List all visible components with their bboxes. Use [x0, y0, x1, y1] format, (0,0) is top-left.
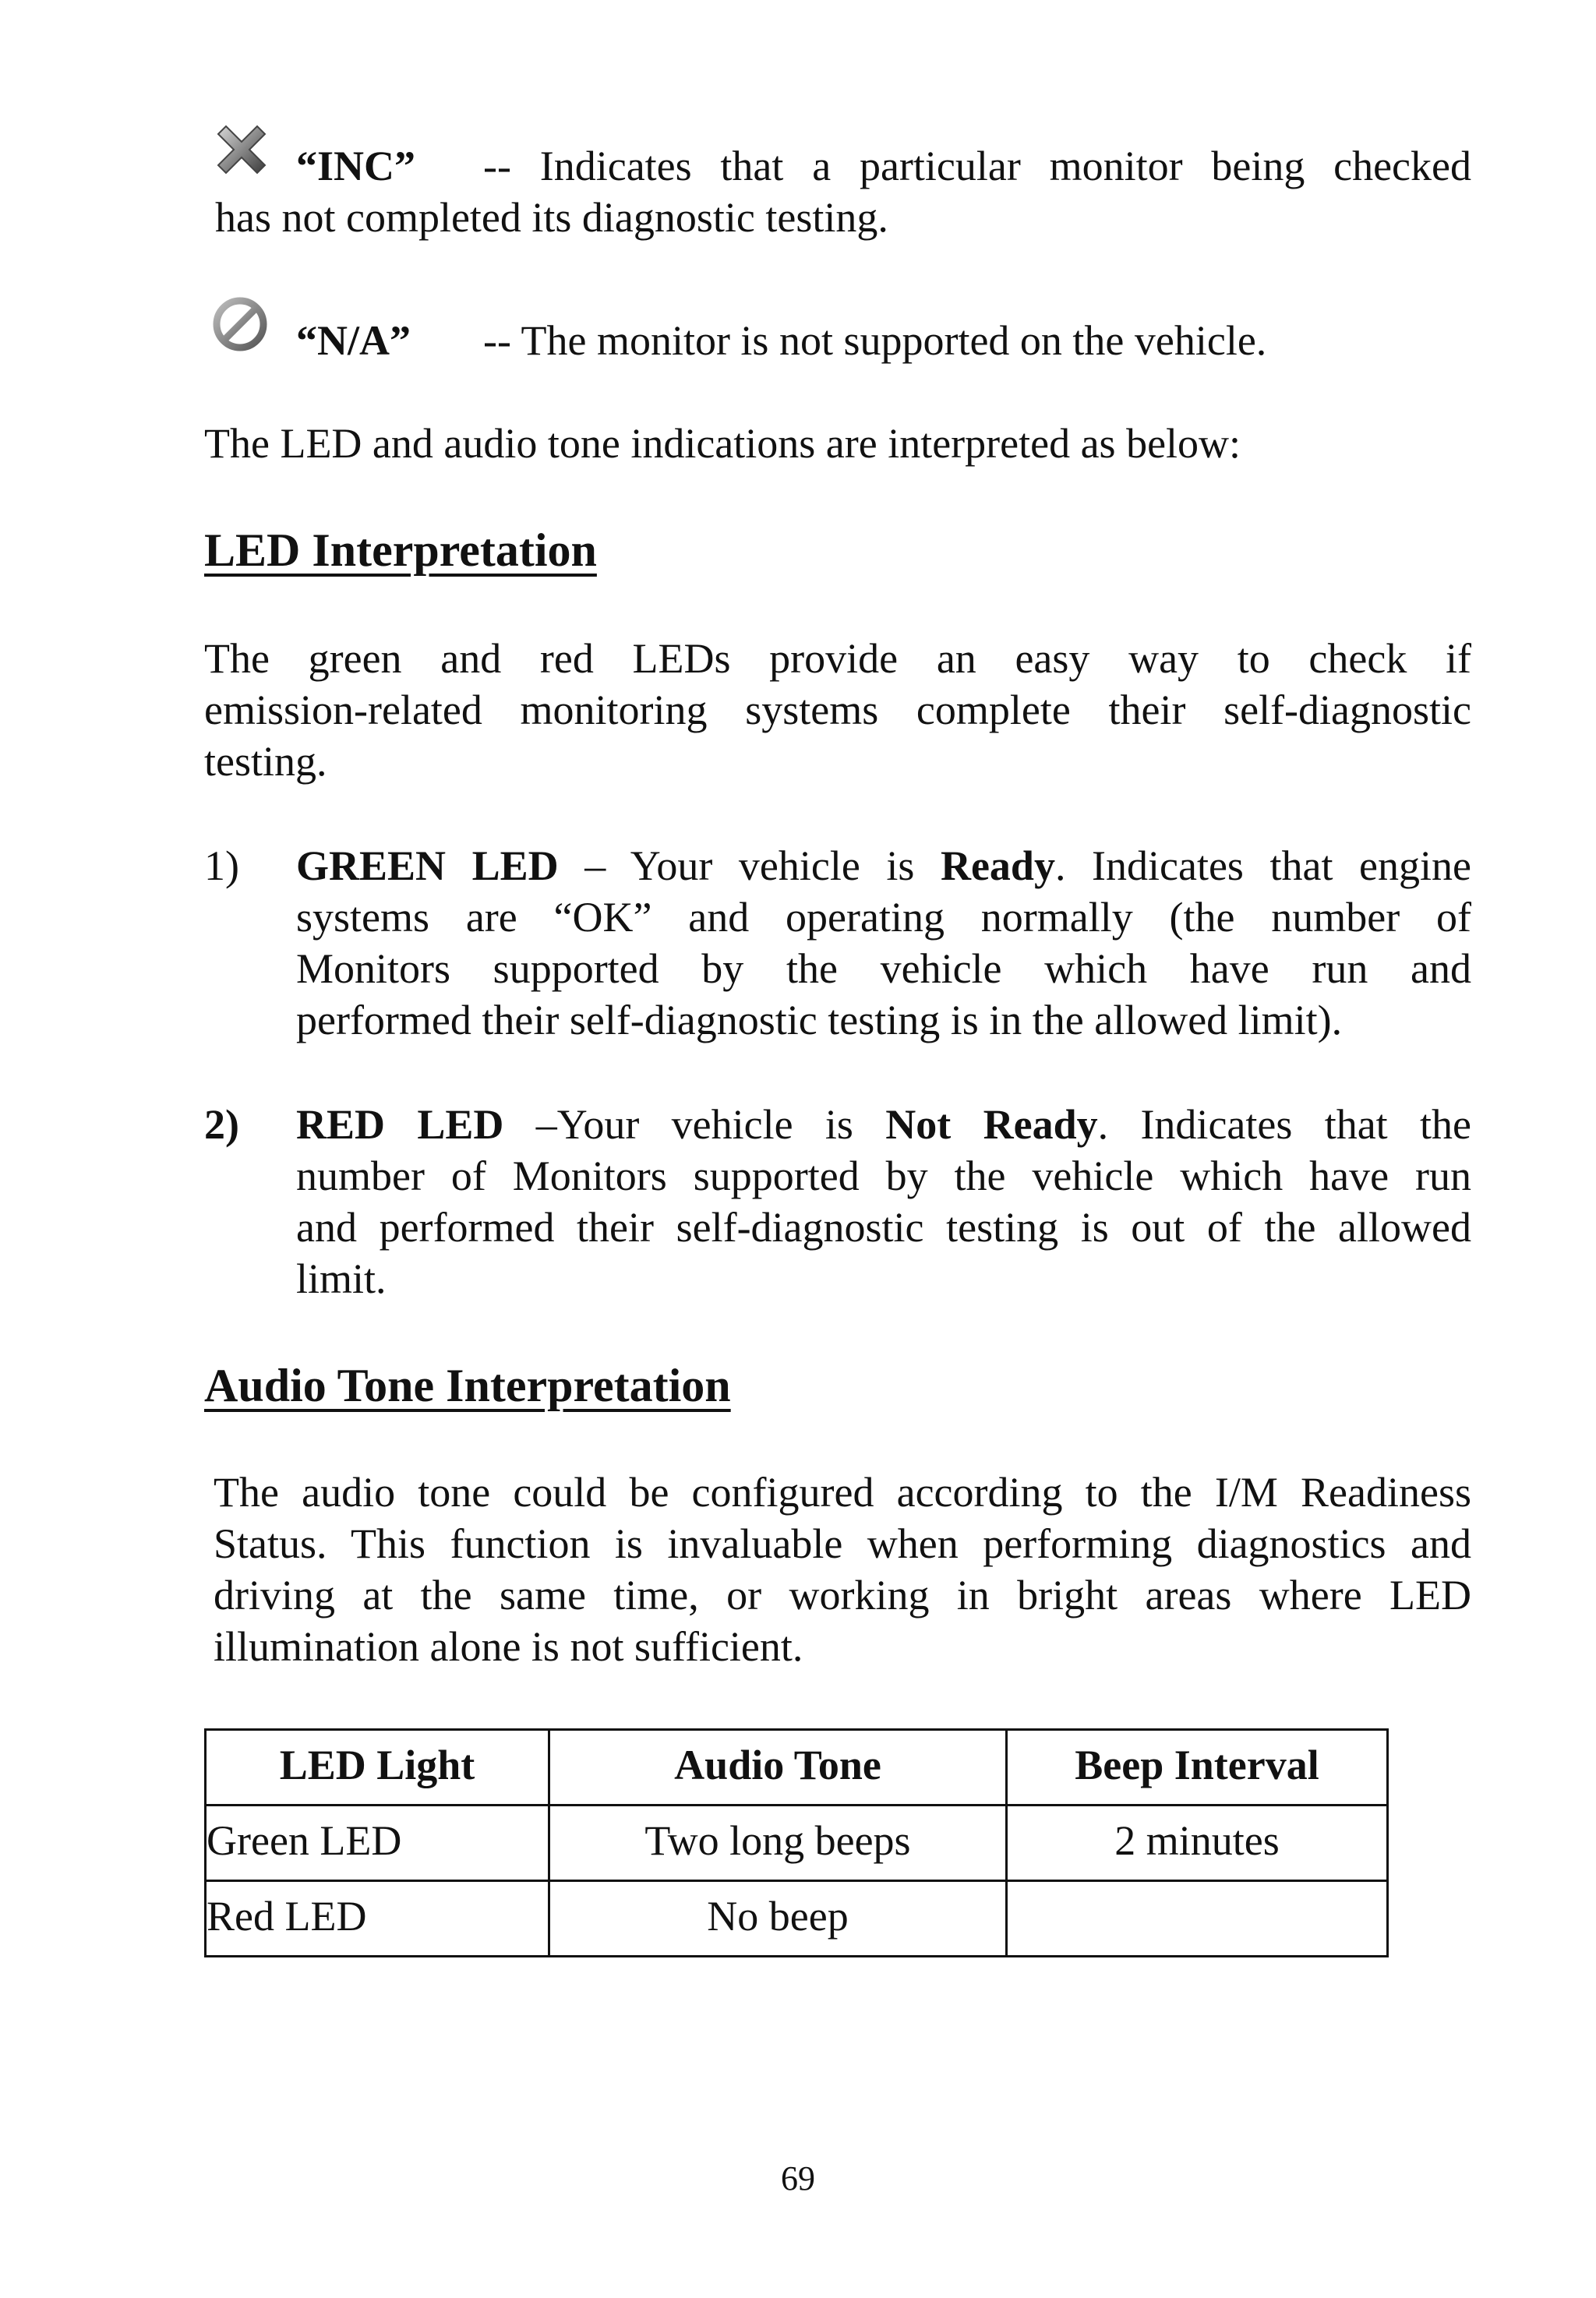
- table-row: [206, 1881, 1388, 1957]
- inc-description-continued: has not completed its diagnostic testing.: [215, 194, 888, 241]
- red-led-description: [296, 1099, 1471, 1304]
- ready-status: Ready: [940, 842, 1055, 889]
- table-row: [206, 1806, 1388, 1881]
- list-number: 1): [204, 842, 239, 889]
- green-led-line: performed their self-diagnostic testing is in the allowed limit).: [296, 997, 1343, 1043]
- not-ready-status: Not Ready: [885, 1101, 1098, 1148]
- led-paragraph: [204, 633, 1471, 787]
- led-paragraph-line: testing.: [204, 738, 327, 785]
- dash-text: –Your vehicle is: [503, 1101, 886, 1148]
- list-number: 2): [204, 1101, 239, 1148]
- column-header-beep-interval: Beep Interval: [1007, 1730, 1388, 1806]
- first-line-rest: . Indicates that engine: [1054, 842, 1471, 889]
- inc-code: “INC”: [296, 143, 416, 189]
- table-cell: [1007, 1881, 1388, 1957]
- green-led-first-line: [296, 840, 1471, 891]
- green-led-label: GREEN LED: [296, 842, 559, 889]
- table-cell: Green LED: [206, 1806, 549, 1881]
- audio-tone-interpretation-heading: Audio Tone Interpretation: [204, 1360, 731, 1411]
- prohibited-icon: [210, 295, 270, 354]
- na-status-row: [296, 315, 1471, 366]
- table-cell: Two long beeps: [549, 1806, 1007, 1881]
- red-led-label: RED LED: [296, 1101, 504, 1148]
- intro-text: The LED and audio tone indications are interpreted as below:: [204, 420, 1241, 467]
- audio-paragraph-line: driving at the same time, or working in bright areas where LED: [214, 1572, 1471, 1618]
- table-cell: Red LED: [206, 1881, 549, 1957]
- red-led-line: number of Monitors supported by the vehicle which have run: [296, 1153, 1471, 1199]
- dash-text: – Your vehicle is: [558, 842, 941, 889]
- green-led-line: Monitors supported by the vehicle which have run and: [296, 945, 1471, 992]
- x-icon: [210, 118, 273, 181]
- audio-paragraph-line: The audio tone could be configured according to the I/M Readiness: [214, 1469, 1471, 1516]
- inc-description: -- Indicates that a particular monitor being checked: [483, 143, 1471, 189]
- led-paragraph-line: emission-related monitoring systems complete their self-diagnostic: [204, 687, 1471, 733]
- red-led-line: and performed their self-diagnostic testing is out of the allowed: [296, 1204, 1471, 1251]
- page-number: 69: [781, 2159, 815, 2197]
- led-audio-table: [204, 1728, 1389, 1957]
- green-led-line: systems are “OK” and operating normally (the number of: [296, 894, 1471, 941]
- audio-paragraph: [214, 1467, 1471, 1672]
- column-header-led-light: LED Light: [206, 1730, 549, 1806]
- led-interpretation-heading: LED Interpretation: [204, 524, 597, 576]
- na-description: -- The monitor is not supported on the vehicle.: [483, 317, 1267, 364]
- table-cell: No beep: [549, 1881, 1007, 1957]
- table-header-row: [206, 1730, 1388, 1806]
- red-led-first-line: [296, 1099, 1471, 1150]
- inc-status-row: [296, 140, 1471, 192]
- audio-paragraph-line: illumination alone is not sufficient.: [214, 1623, 803, 1670]
- green-led-description: [296, 840, 1471, 1046]
- audio-paragraph-line: Status. This function is invaluable when performing diagnostics and: [214, 1520, 1471, 1567]
- led-paragraph-line: The green and red LEDs provide an easy way to check if: [204, 635, 1471, 682]
- red-led-line: limit.: [296, 1255, 387, 1302]
- table-cell: 2 minutes: [1007, 1806, 1388, 1881]
- first-line-rest: . Indicates that the: [1097, 1101, 1471, 1148]
- column-header-audio-tone: Audio Tone: [549, 1730, 1007, 1806]
- na-code: “N/A”: [296, 317, 411, 364]
